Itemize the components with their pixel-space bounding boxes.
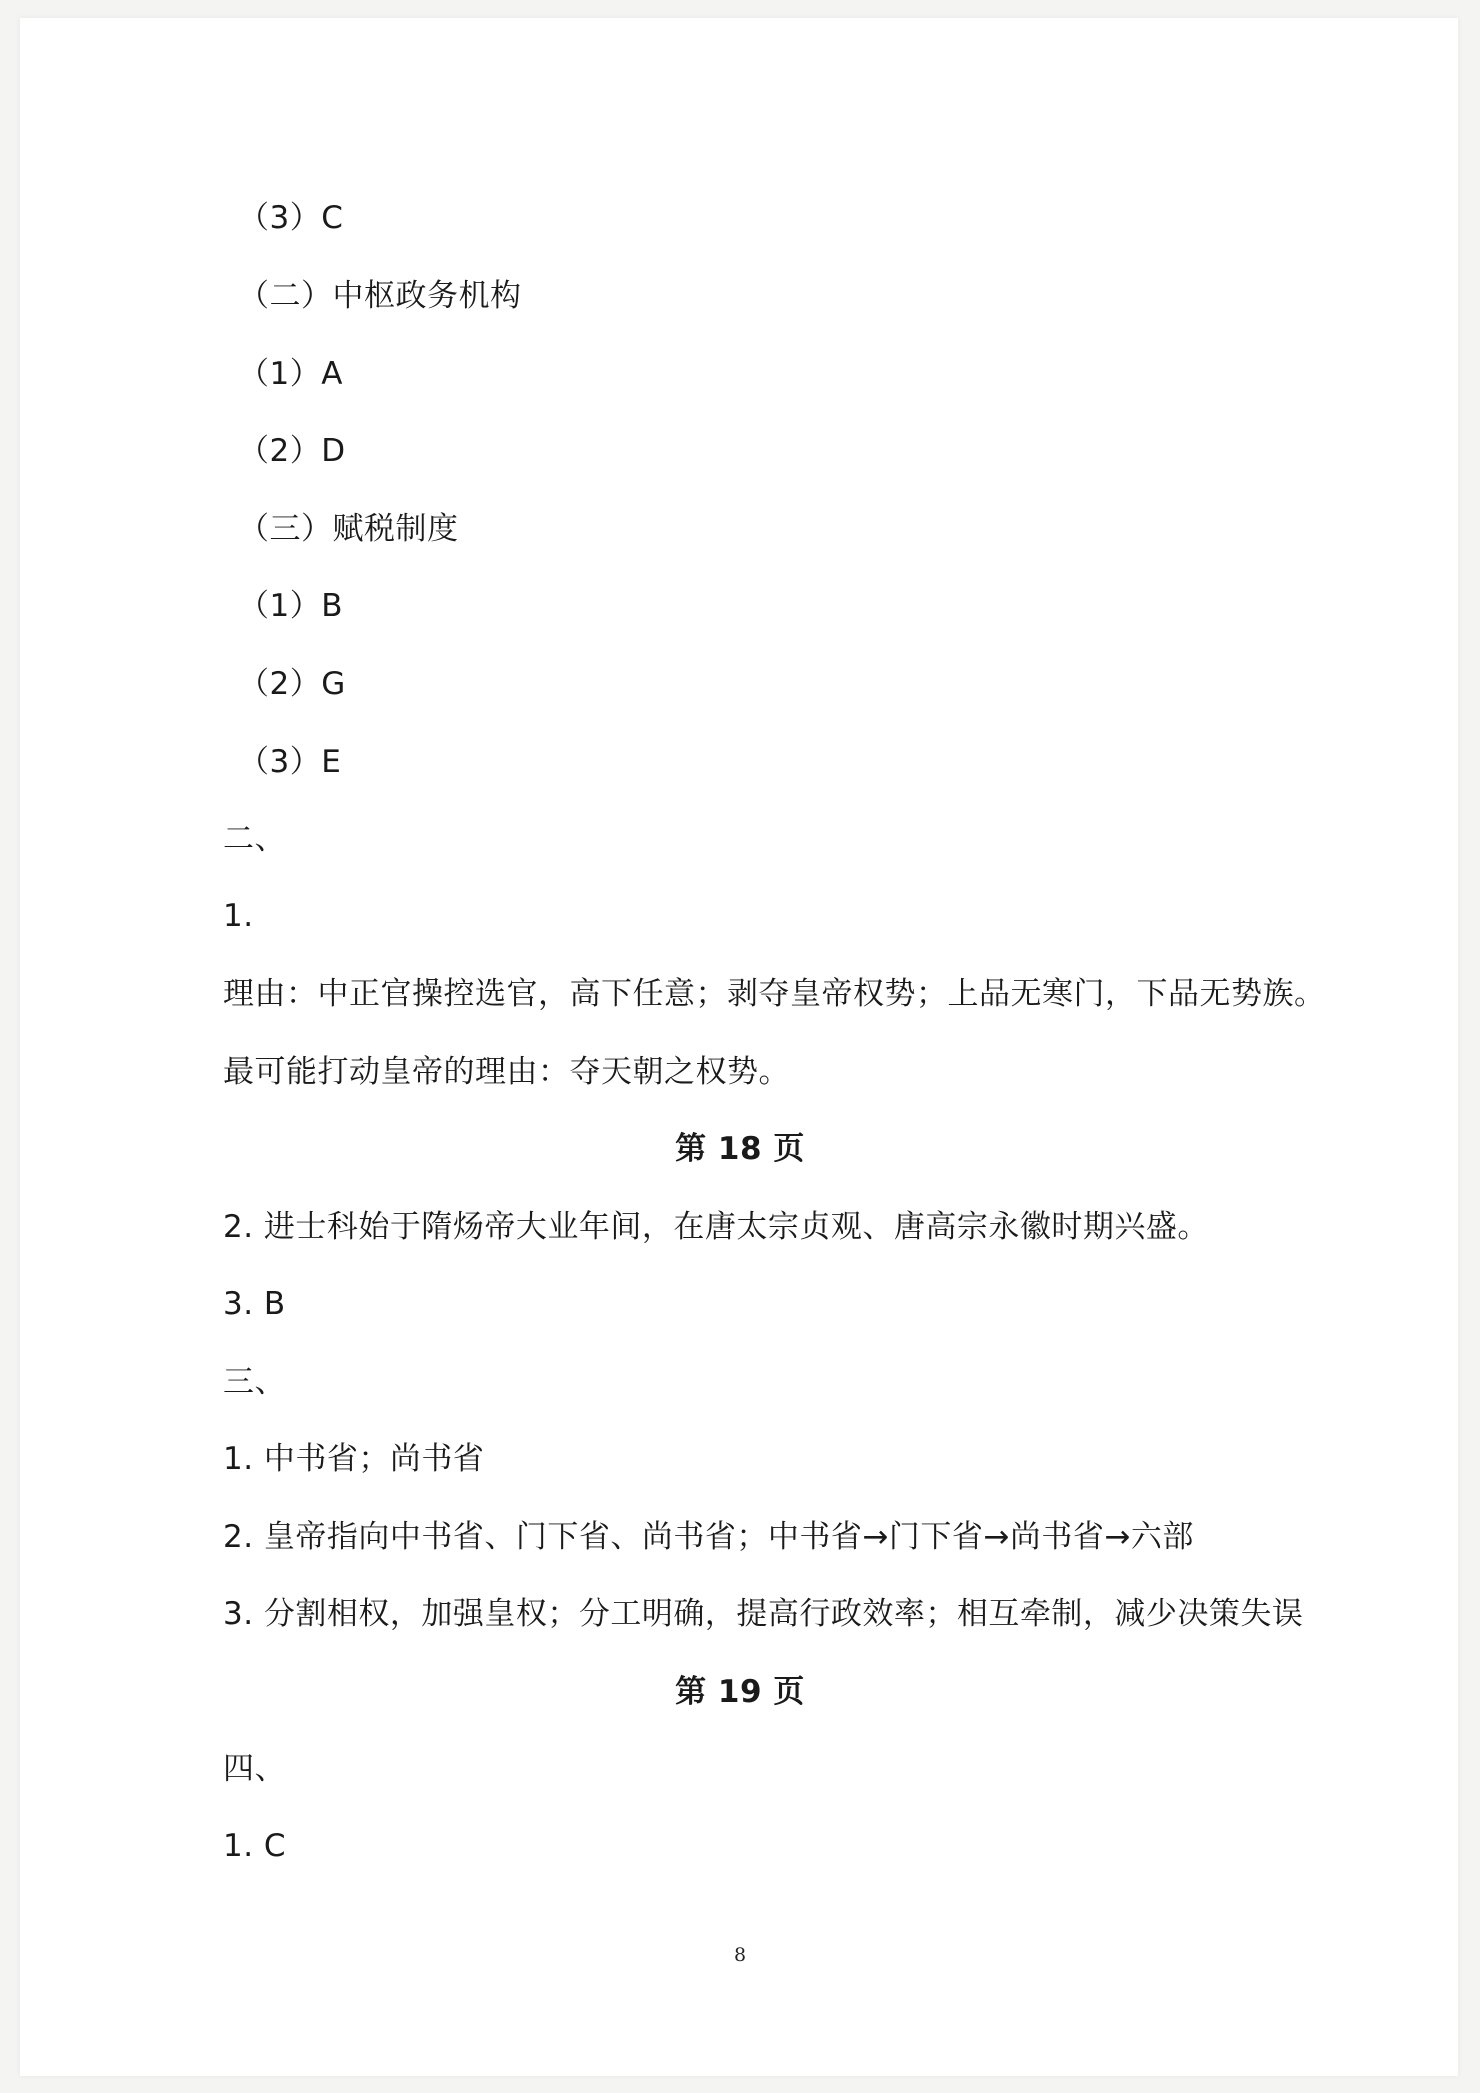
answer-line: 最可能打动皇帝的理由：夺天朝之权势。 xyxy=(223,1054,790,1090)
section-heading: （三）赋税制度 xyxy=(238,511,459,547)
answer-line: 1. 中书省；尚书省 xyxy=(223,1441,485,1477)
question-number: 1. xyxy=(223,898,254,934)
answer-line: 2. 进士科始于隋炀帝大业年间，在唐太宗贞观、唐高宗永徽时期兴盛。 xyxy=(223,1209,1209,1245)
answer-line: 理由：中正官操控选官，高下任意；剥夺皇帝权势；上品无寒门，下品无势族。 xyxy=(223,976,1326,1012)
page-heading: 第 18 页 xyxy=(675,1131,805,1167)
section-number: 四、 xyxy=(223,1751,286,1787)
answer-line: （1）A xyxy=(238,356,343,392)
answer-line: （3）C xyxy=(238,200,344,236)
answer-line: 3. 分割相权，加强皇权；分工明确，提高行政效率；相互牵制，减少决策失误 xyxy=(223,1596,1304,1632)
section-heading: （二）中枢政务机构 xyxy=(238,278,522,314)
answer-line: （2）G xyxy=(238,666,346,702)
answer-line: 1. C xyxy=(223,1828,287,1864)
section-number: 二、 xyxy=(223,821,286,857)
answer-line: 3. B xyxy=(223,1286,286,1322)
page-number: 8 xyxy=(733,1944,747,1966)
answer-line: （3）E xyxy=(238,744,342,780)
answer-line: 2. 皇帝指向中书省、门下省、尚书省；中书省→门下省→尚书省→六部 xyxy=(223,1519,1194,1555)
section-number: 三、 xyxy=(223,1364,286,1400)
page-heading: 第 19 页 xyxy=(675,1674,805,1710)
answer-line: （2）D xyxy=(238,433,346,469)
answer-line: （1）B xyxy=(238,588,343,624)
